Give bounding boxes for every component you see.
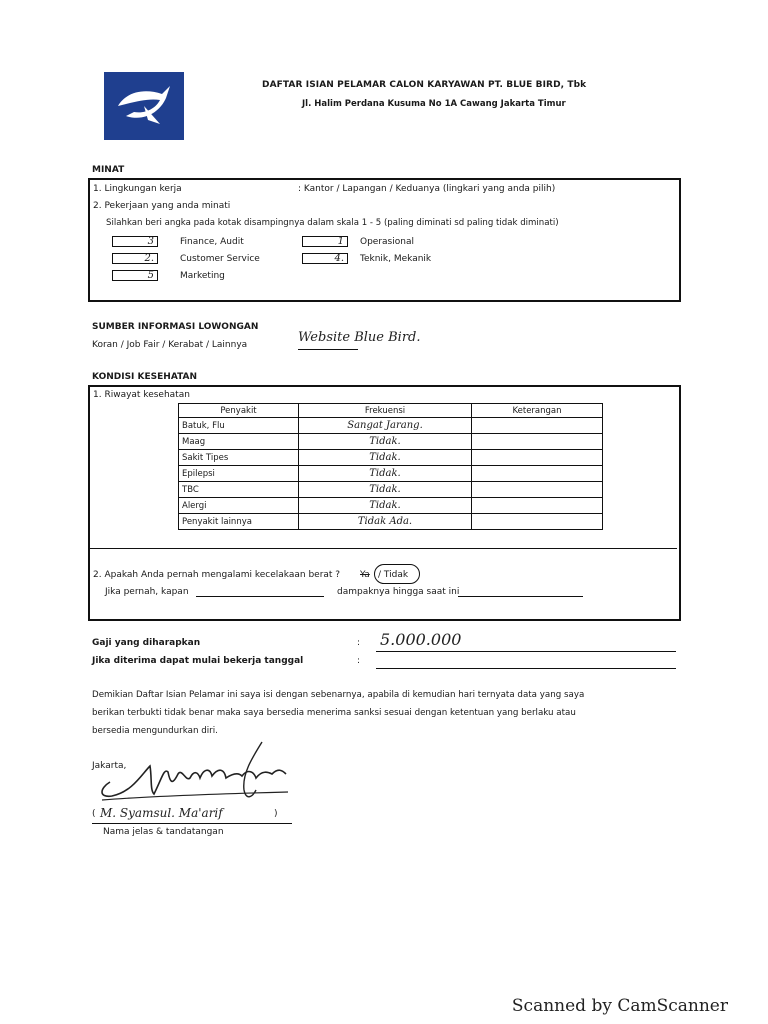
answer-circle [374,564,420,584]
cell-keterangan[interactable] [472,514,603,530]
rating-label-operasional: Operasional [360,237,414,247]
col-frekuensi: Frekuensi [299,404,472,418]
mulai-colon: : [357,656,361,666]
cell-keterangan[interactable] [472,466,603,482]
cell-frekuensi[interactable]: Tidak Ada. [299,514,472,530]
cell-frekuensi[interactable]: Tidak. [299,450,472,466]
table-row [179,498,603,514]
cell-penyakit: Maag [179,434,299,450]
minat-heading: MINAT [92,165,125,175]
jika-pernah-line[interactable] [196,596,324,597]
camscanner-watermark: Scanned by CamScanner [511,996,728,1016]
kesehatan-divider [90,548,677,549]
sumber-answer[interactable]: Website Blue Bird. [298,330,421,345]
gaji-colon: : [357,638,361,648]
cell-penyakit: Penyakit lainnya [179,514,299,530]
minat-q1-options: : Kantor / Lapangan / Keduanya (lingkari yang anda pilih) [298,184,556,194]
health-history-table [178,403,603,530]
dampaknya-line[interactable] [458,596,583,597]
cell-frekuensi[interactable]: Tidak. [299,498,472,514]
cell-penyakit: Sakit Tipes [179,450,299,466]
blue-bird-logo [104,72,184,140]
sumber-options: Koran / Job Fair / Kerabat / Lainnya [92,340,248,350]
gaji-line [376,651,676,652]
minat-instruction: Silahkan beri angka pada kotak disampingnya dalam skala 1 - 5 (paling diminati sd paling tidak diminati) [106,218,559,228]
table-row [179,434,603,450]
col-keterangan: Keterangan [472,404,603,418]
signature-image [92,738,292,808]
cell-penyakit: Epilepsi [179,466,299,482]
mulai-line[interactable] [376,668,676,669]
statement-line3: bersedia mengundurkan diri. [92,726,218,736]
rating-label-teknik: Teknik, Mekanik [360,254,432,264]
cell-penyakit: Alergi [179,498,299,514]
cell-penyakit: Batuk, Flu [179,418,299,434]
signature-line [92,823,292,824]
rating-label-customer-service: Customer Service [180,254,260,264]
col-penyakit: Penyakit [179,404,299,418]
answer-ya[interactable]: Ya [360,570,370,580]
minat-q2: 2. Pekerjaan yang anda minati [93,201,231,211]
kesehatan-heading: KONDISI KESEHATAN [92,372,198,382]
kesehatan-q1: 1. Riwayat kesehatan [93,390,190,400]
cell-penyakit: TBC [179,482,299,498]
rating-label-marketing: Marketing [180,271,225,281]
cell-frekuensi[interactable]: Tidak. [299,482,472,498]
cell-frekuensi[interactable]: Tidak. [299,434,472,450]
signature-open-paren: ( [92,809,96,819]
signature-close-paren: ) [274,809,278,819]
signature-place: Jakarta, [92,761,127,771]
table-row [179,514,603,530]
sumber-answer-underline [298,349,358,350]
table-row [179,482,603,498]
table-row [179,450,603,466]
rating-box-customer-service[interactable]: 2. [112,253,158,264]
cell-frekuensi[interactable]: Sangat Jarang. [299,418,472,434]
cell-keterangan[interactable] [472,434,603,450]
cell-keterangan[interactable] [472,418,603,434]
table-row [179,418,603,434]
gaji-label: Gaji yang diharapkan [92,638,201,648]
rating-box-marketing[interactable]: 5 [112,270,158,281]
gaji-value[interactable]: 5.000.000 [380,630,462,649]
signature-caption: Nama jelas & tandatangan [103,827,224,837]
company-address: Jl. Halim Perdana Kusuma No 1A Cawang Jakarta Timur [302,99,566,109]
table-header-row [179,404,603,418]
jika-pernah-label: Jika pernah, kapan [105,587,189,597]
sumber-heading: SUMBER INFORMASI LOWONGAN [92,322,259,332]
rating-label-finance: Finance, Audit [180,237,244,247]
form-title: DAFTAR ISIAN PELAMAR CALON KARYAWAN PT. BLUE BIRD, Tbk [262,80,587,90]
minat-q1: 1. Lingkungan kerja [93,184,182,194]
cell-keterangan[interactable] [472,482,603,498]
statement-line2: berikan terbukti tidak benar maka saya bersedia menerima sanksi sesuai dengan ketentuan yang berlaku atau [92,708,576,718]
mulai-label: Jika diterima dapat mulai bekerja tanggal [92,656,304,666]
dampaknya-label: dampaknya hingga saat ini [337,587,460,597]
cell-keterangan[interactable] [472,498,603,514]
table-row [179,466,603,482]
rating-box-finance[interactable]: 3 [112,236,158,247]
cell-frekuensi[interactable]: Tidak. [299,466,472,482]
rating-box-operasional[interactable]: 1 [302,236,348,247]
cell-keterangan[interactable] [472,450,603,466]
kesehatan-q2: 2. Apakah Anda pernah mengalami kecelakaan berat ? [93,570,341,580]
answer-tidak[interactable]: / Tidak [378,570,409,580]
rating-box-teknik[interactable]: 4. [302,253,348,264]
statement-line1: Demikian Daftar Isian Pelamar ini saya isi dengan sebenarnya, apabila di kemudian hari ternyata data yang saya [92,690,585,700]
signature-name[interactable]: M. Syamsul. Ma'arif [100,806,223,820]
